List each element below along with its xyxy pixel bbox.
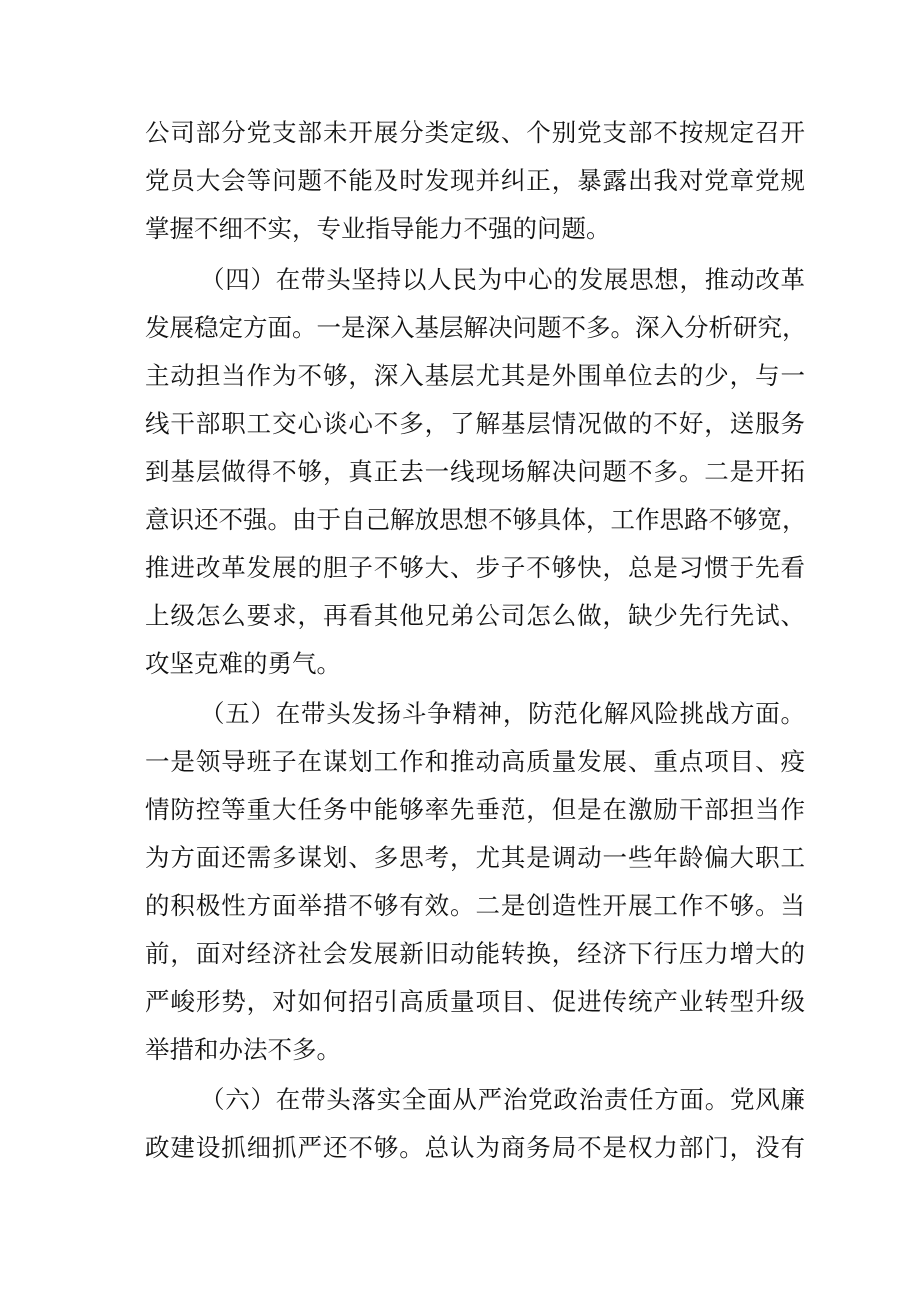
text-line: 主动担当作为不够，深入基层尤其是外围单位去的少，与一 <box>145 361 805 390</box>
paragraph-heading-6: （六）在带头落实全面从严治党政治责任方面。党风廉 <box>200 1085 805 1114</box>
text-line: 举措和办法不多。 <box>145 1035 341 1064</box>
text-line: 线干部职工交心谈心不多，了解基层情况做的不好，送服务 <box>145 409 805 438</box>
text-line: 为方面还需多谋划、多思考，尤其是调动一些年龄偏大职工 <box>145 843 805 872</box>
text-line: 到基层做得不够，真正去一线现场解决问题不多。二是开拓 <box>145 457 805 486</box>
text-line: 一是领导班子在谋划工作和推动高质量发展、重点项目、疫 <box>145 747 805 776</box>
text-line: 上级怎么要求，再看其他兄弟公司怎么做，缺少先行先试、 <box>145 601 805 630</box>
text-line: 党员大会等问题不能及时发现并纠正，暴露出我对党章党规 <box>145 166 805 195</box>
paragraph-heading-5: （五）在带头发扬斗争精神，防范化解风险挑战方面。 <box>200 699 805 728</box>
text-line: 前，面对经济社会发展新旧动能转换，经济下行压力增大的 <box>145 939 805 968</box>
text-line: 政建设抓细抓严还不够。总认为商务局不是权力部门，没有 <box>145 1133 805 1162</box>
text-line: 掌握不细不实，专业指导能力不强的问题。 <box>145 214 611 243</box>
text-line: 发展稳定方面。一是深入基层解决问题不多。深入分析研究， <box>145 313 807 342</box>
text-line: 公司部分党支部未开展分类定级、个别党支部不按规定召开 <box>145 118 805 147</box>
text-line: 攻坚克难的勇气。 <box>145 649 341 678</box>
text-line: 推进改革发展的胆子不够大、步子不够快，总是习惯于先看 <box>145 553 805 582</box>
text-line: 的积极性方面举措不够有效。二是创造性开展工作不够。当 <box>145 891 805 920</box>
text-line: 严峻形势，对如何招引高质量项目、促进传统产业转型升级 <box>145 987 805 1016</box>
text-line: 情防控等重大任务中能够率先垂范，但是在激励干部担当作 <box>145 795 805 824</box>
paragraph-heading-4: （四）在带头坚持以人民为中心的发展思想，推动改革 <box>200 265 805 294</box>
text-line: 意识还不强。由于自己解放思想不够具体，工作思路不够宽， <box>145 505 807 534</box>
